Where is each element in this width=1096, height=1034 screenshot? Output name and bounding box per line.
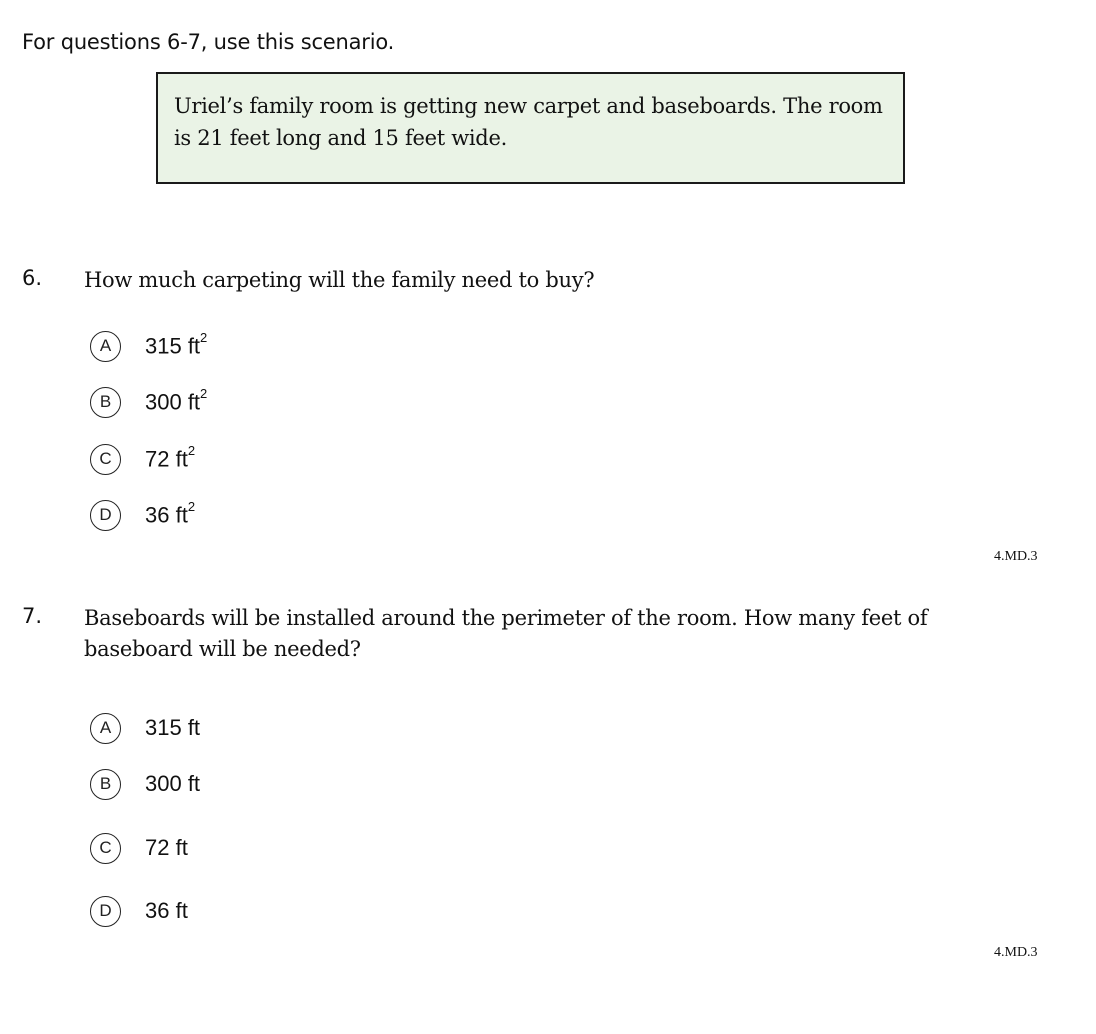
choice-6a[interactable]: [90, 330, 207, 362]
choice-value: 315 ft: [145, 333, 201, 359]
question-text: Baseboards will be installed around the perimeter of the room. How many feet of baseboard will be needed?: [84, 606, 928, 661]
answer-bubble[interactable]: B: [90, 387, 121, 418]
scenario-box: [156, 72, 905, 184]
standard-code: 4.MD.3: [994, 945, 1038, 960]
scenario-text: Uriel’s family room is getting new carpet and baseboards. The room is 21 feet long and 15 feet wide.: [174, 94, 883, 150]
answer-bubble[interactable]: C: [90, 444, 121, 475]
choice-7a[interactable]: [90, 712, 200, 744]
choice-7b[interactable]: [90, 768, 200, 800]
answer-bubble[interactable]: C: [90, 833, 121, 864]
choice-value: 300 ft: [145, 771, 201, 796]
standard-code: 4.MD.3: [994, 549, 1038, 564]
question-number: 6.: [22, 266, 43, 290]
exponent: 2: [200, 329, 208, 345]
choice-value: 36 ft: [145, 898, 188, 923]
choice-6d[interactable]: [90, 499, 195, 531]
answer-bubble[interactable]: B: [90, 769, 121, 800]
choice-6c[interactable]: [90, 443, 195, 475]
choice-6b[interactable]: [90, 386, 207, 418]
choice-7d[interactable]: [90, 895, 188, 927]
choice-7c[interactable]: [90, 832, 188, 864]
choice-value: 315 ft: [145, 715, 201, 740]
choice-value: 36 ft: [145, 502, 188, 528]
exponent: 2: [200, 385, 208, 401]
choice-value: 72 ft: [145, 446, 188, 472]
answer-bubble[interactable]: D: [90, 500, 121, 531]
answer-bubble[interactable]: D: [90, 896, 121, 927]
exponent: 2: [187, 442, 196, 458]
choice-value: 72 ft: [145, 835, 188, 860]
answer-bubble[interactable]: A: [90, 331, 121, 362]
exponent: 2: [187, 498, 196, 514]
question-text: How much carpeting will the family need to buy?: [84, 268, 595, 292]
answer-bubble[interactable]: A: [90, 713, 121, 744]
scenario-intro: For questions 6-7, use this scenario.: [22, 30, 395, 54]
question-number: 7.: [22, 604, 43, 628]
choice-value: 300 ft: [145, 389, 201, 415]
